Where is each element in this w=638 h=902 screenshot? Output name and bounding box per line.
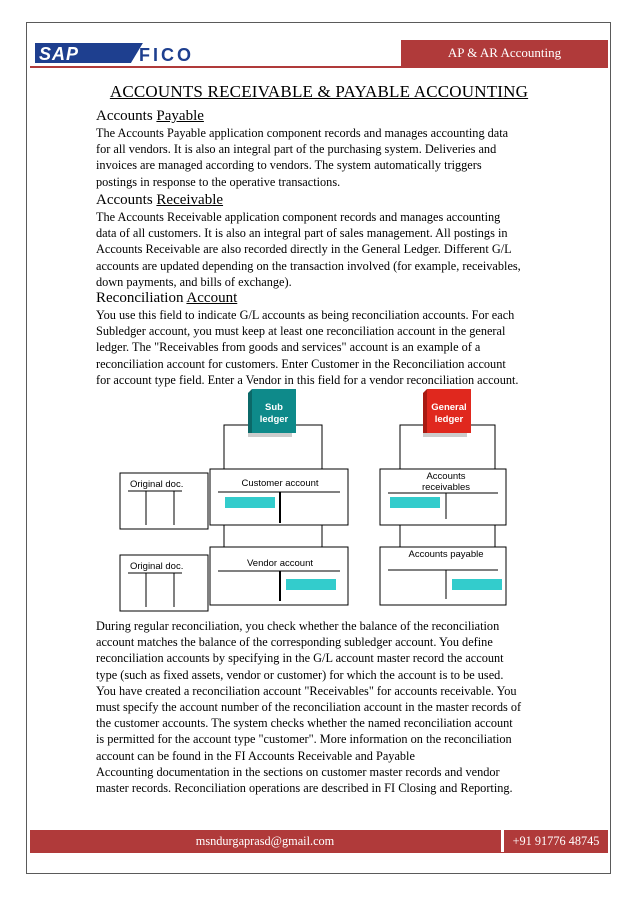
- svg-text:SAP: SAP: [39, 44, 80, 64]
- section-body: You use this field to indicate G/L accounts as being reconciliation accounts. For each Subledger account, you must keep at least one reconciliation account in the general ledger. The "Receivables from goods and services" account is an example of a reconciliation account for customers. Enter Customer in the Reconciliation account for account type field. Enter a Vendor in this field for a vendor reconciliation account.: [96, 308, 519, 387]
- header-tag: AP & AR Accounting: [401, 40, 608, 66]
- section-reconciliation-account: [96, 289, 546, 388]
- section-accounts-payable: [96, 107, 546, 190]
- page-title: ACCOUNTS RECEIVABLE & PAYABLE ACCOUNTING: [109, 82, 529, 101]
- accounts-payable-t: [380, 547, 506, 605]
- vendor-account-t: [210, 547, 348, 605]
- original-doc-1: [120, 473, 208, 529]
- svg-text:FICO: FICO: [139, 45, 194, 65]
- footer-bar: [30, 830, 608, 852]
- general-ledger-book: [423, 389, 471, 437]
- section-body: The Accounts Payable application component records and manages accounting data for all vendors. It is also an integral part of the purchasing system. Deliveries and invoices are managed according to vendors. The system automatically triggers postings in response to the operative transactions.: [96, 126, 509, 189]
- sub-ledger-label-2: ledger: [259, 414, 289, 425]
- footer-rule: [30, 852, 608, 853]
- section-heading: Accounts Payable: [96, 108, 204, 124]
- svg-text:Original doc.: Original doc.: [130, 561, 184, 572]
- original-doc-2: [120, 555, 208, 611]
- sub-ledger-book: [248, 389, 296, 437]
- footer-email: msndurgaprasd@gmail.com: [195, 834, 335, 848]
- section-accounts-receivable: [96, 191, 546, 290]
- sap-fico-logo: [35, 40, 235, 66]
- accounts-receivables-t: [380, 469, 506, 525]
- svg-text:Accounts payable: Accounts payable: [408, 549, 484, 560]
- closing-paragraph: During regular reconciliation, you check whether the balance of the reconciliation account matches the balance of the corresponding subledger account. You define reconciliation accounts by specifying in the G/L account master record the account type (such as fixed assets, vendor or customer) for which the account is to be used. You have created a reconciliation account "Receivables" for accounts receivable. You must specify the account number of the reconciliation account in the master records of the customer accounts. The system checks whether the named reconciliation account is permitted for the account type "customer". More information on the reconciliation account can be found in the FI Accounts Receivable and Payable Accounting documentation in the sections on customer master records and vendor master records. Reconciliation operations are described in FI Closing and Reporting.: [96, 619, 522, 796]
- svg-text:receivables: receivables: [421, 482, 471, 493]
- general-ledger-label-2: ledger: [434, 414, 464, 425]
- footer-phone: +91 91776 48745: [512, 834, 600, 848]
- svg-text:Accounts: Accounts: [426, 471, 466, 482]
- section-heading: Reconciliation Account: [96, 290, 238, 306]
- reconciliation-description: [96, 618, 546, 796]
- reconciliation-diagram: [118, 385, 508, 615]
- header-rule: [30, 66, 608, 68]
- customer-account-t: [210, 469, 348, 525]
- svg-text:Customer account: Customer account: [241, 478, 319, 489]
- section-heading: Accounts Receivable: [96, 192, 224, 208]
- general-ledger-label-1: General: [431, 402, 467, 413]
- sub-ledger-label-1: Sub: [265, 402, 283, 413]
- svg-text:Original doc.: Original doc.: [130, 479, 184, 490]
- svg-text:Vendor account: Vendor account: [246, 558, 314, 569]
- section-body: The Accounts Receivable application component records and manages accounting data of all customers. It is also an integral part of sales management. All postings in Accounts Receivable are also recorded directly in the General Ledger. Different G/L accounts are updated depending on the transaction involved (for example, receivables, down payments, and bills of exchange).: [96, 210, 521, 289]
